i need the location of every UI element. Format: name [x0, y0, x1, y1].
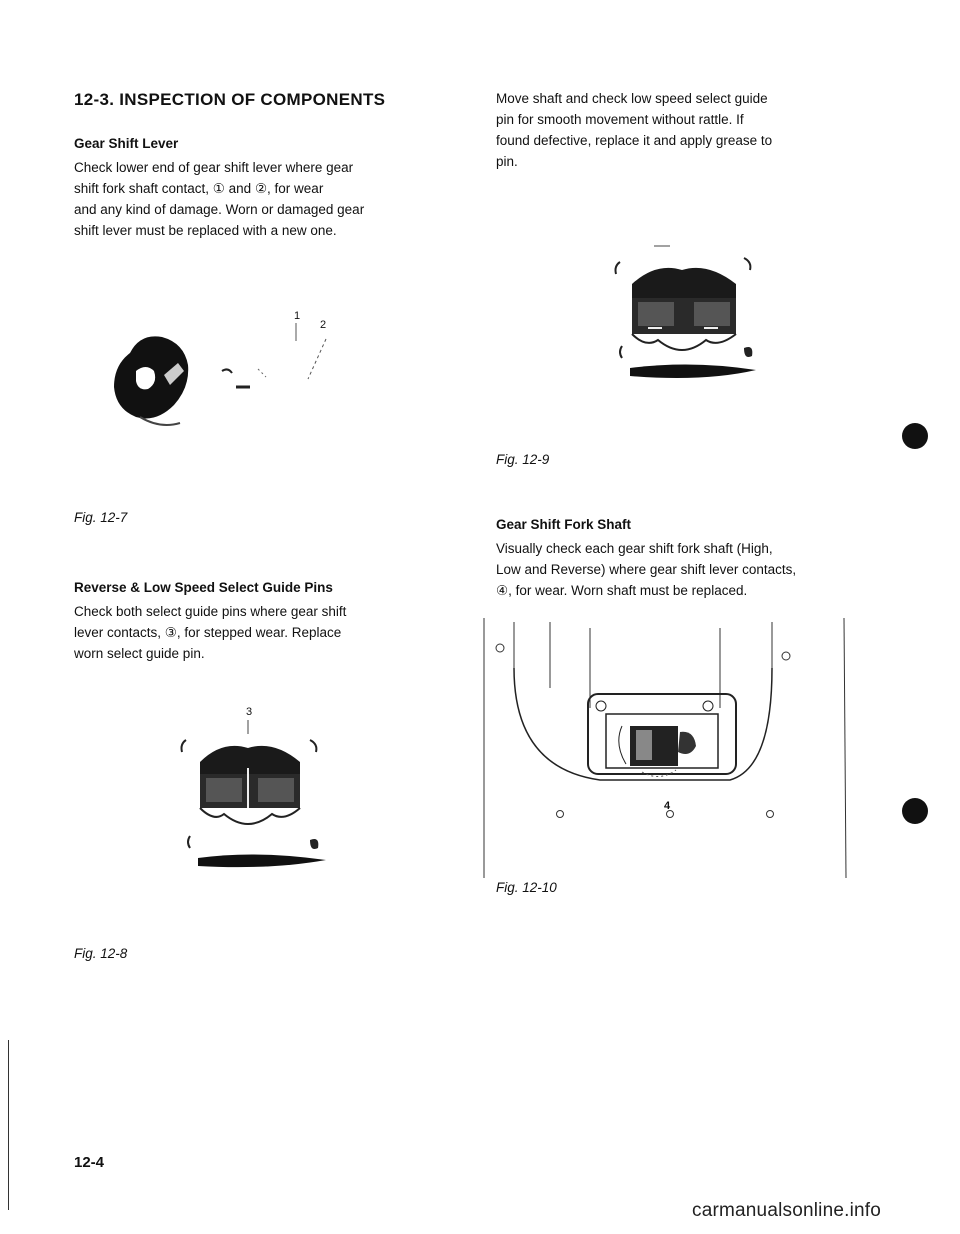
fig-12-7-label-1: 1	[294, 310, 301, 322]
fig-12-8-caption: Fig. 12-8	[74, 946, 128, 961]
text-line: pin for smooth movement without rattle. If	[496, 112, 744, 127]
fig-12-7-label-2: 2	[320, 319, 327, 331]
text-line: pin.	[496, 154, 518, 169]
fig-12-10-illustration	[480, 618, 860, 880]
text-line: shift fork shaft contact, ① and ②, for wear	[74, 181, 324, 196]
text-line: Move shaft and check low speed select guide	[496, 91, 768, 106]
gear-shift-lever-heading: Gear Shift Lever	[74, 136, 179, 151]
fig-12-9-illustration	[596, 240, 776, 410]
footer-watermark: carmanualsonline.info	[692, 1200, 882, 1221]
text-line: and any kind of damage. Worn or damaged gear	[74, 202, 365, 217]
text-line: ④, for wear. Worn shaft must be replaced.	[496, 583, 748, 598]
fig-12-10-label-4: 4	[664, 800, 671, 812]
fork-shaft-heading: Gear Shift Fork Shaft	[496, 517, 632, 532]
text-line: Visually check each gear shift fork shaft (High,	[496, 541, 773, 556]
text-line: Check lower end of gear shift lever where gear	[74, 160, 354, 175]
fig-12-9-caption: Fig. 12-9	[496, 452, 550, 467]
guide-pins-heading: Reverse & Low Speed Select Guide Pins	[74, 580, 333, 595]
fig-12-8-label-3: 3	[246, 706, 253, 718]
fig-12-10-caption: Fig. 12-10	[496, 880, 557, 895]
binding-line	[8, 1040, 9, 1210]
fig-12-8-illustration	[160, 718, 340, 878]
fig-12-7-caption: Fig. 12-7	[74, 510, 128, 525]
intro-text	[496, 88, 856, 172]
gear-shift-lever-text	[74, 157, 444, 241]
text-line: worn select guide pin.	[74, 646, 205, 661]
registration-mark	[902, 798, 928, 824]
page-number: 12-4	[74, 1154, 105, 1171]
section-title: 12-3. INSPECTION OF COMPONENTS	[74, 90, 386, 109]
text-line: shift lever must be replaced with a new one.	[74, 223, 337, 238]
guide-pins-text	[74, 601, 444, 664]
text-line: Check both select guide pins where gear shift	[74, 604, 347, 619]
text-line: found defective, replace it and apply grease to	[496, 133, 773, 148]
fork-shaft-text	[496, 538, 866, 601]
text-line: Low and Reverse) where gear shift lever contacts,	[496, 562, 797, 577]
registration-mark	[902, 423, 928, 449]
text-line: lever contacts, ③, for stepped wear. Replace	[74, 625, 342, 640]
